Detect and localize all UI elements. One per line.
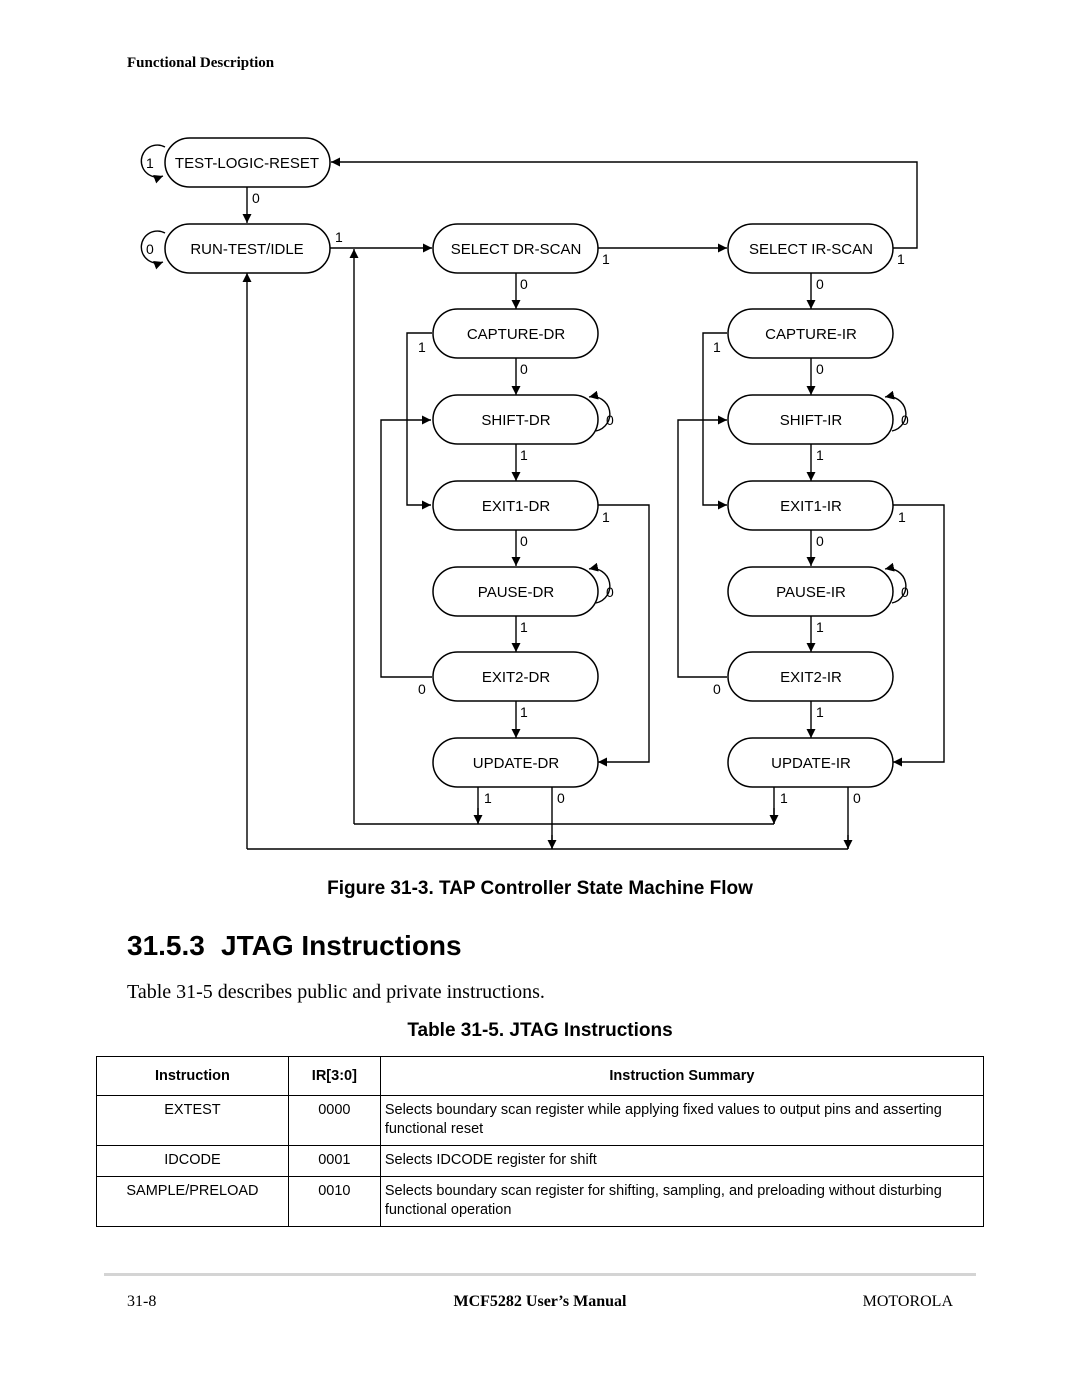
label-update-dr: UPDATE-DR (472, 755, 560, 772)
footer-page-number: 31-8 (127, 1293, 157, 1310)
label-test-logic-reset: TEST-LOGIC-RESET (174, 155, 320, 172)
column-header-ir: IR[3:0] (288, 1057, 380, 1096)
label-run-test-idle: RUN-TEST/IDLE (190, 241, 304, 258)
column-header-summary: Instruction Summary (380, 1057, 983, 1096)
bit-label: 0 (853, 790, 861, 806)
label-update-ir: UPDATE-IR (771, 755, 851, 772)
bit-label: 1 (520, 447, 528, 463)
running-header: Functional Description (127, 55, 275, 71)
label-capture-dr: CAPTURE-DR (466, 326, 566, 343)
label-shift-ir: SHIFT-IR (779, 412, 843, 429)
bit-label: 1 (816, 619, 824, 635)
cell-summary: Selects boundary scan register while applying fixed values to output pins and asserting functional reset (380, 1096, 983, 1146)
tap-state-diagram (0, 120, 1080, 860)
section-title: JTAG Instructions (221, 930, 462, 961)
bit-label: 0 (520, 361, 528, 377)
bit-label: 1 (713, 339, 721, 355)
bit-label: 0 (816, 533, 824, 549)
label-exit2-dr: EXIT2-DR (481, 669, 551, 686)
label-select-dr-scan: SELECT DR-SCAN (450, 241, 582, 258)
bit-label: 1 (898, 509, 906, 525)
bit-label: 1 (780, 790, 788, 806)
table-row (97, 1146, 984, 1177)
bit-label: 1 (602, 509, 610, 525)
table-caption: Table 31-5. JTAG Instructions (407, 1020, 673, 1041)
label-exit1-ir: EXIT1-IR (780, 498, 842, 515)
bit-label: 1 (146, 155, 154, 171)
label-exit1-dr: EXIT1-DR (481, 498, 551, 515)
bit-label: 0 (901, 584, 909, 600)
label-exit2-ir: EXIT2-IR (780, 669, 842, 686)
bit-label: 1 (897, 251, 905, 267)
bit-label: 1 (520, 619, 528, 635)
bit-label: 0 (557, 790, 565, 806)
bit-label: 1 (520, 704, 528, 720)
bit-label: 1 (602, 251, 610, 267)
cell-summary: Selects boundary scan register for shifting, sampling, and preloading without disturbing functional operation (380, 1177, 983, 1227)
bit-label: 0 (816, 361, 824, 377)
bit-label: 0 (816, 276, 824, 292)
bit-label: 1 (418, 339, 426, 355)
table-header-row (97, 1057, 984, 1096)
bit-label: 0 (901, 412, 909, 428)
body-paragraph: Table 31-5 describes public and private instructions. (127, 981, 545, 1003)
figure-caption: Figure 31-3. TAP Controller State Machine Flow (327, 878, 753, 899)
bit-label: 0 (520, 276, 528, 292)
cell-ir: 0000 (288, 1096, 380, 1146)
jtag-instructions-table (96, 1056, 984, 1227)
bit-label: 0 (713, 681, 721, 697)
bit-label: 0 (520, 533, 528, 549)
cell-summary: Selects IDCODE register for shift (380, 1146, 983, 1177)
cell-ir: 0010 (288, 1177, 380, 1227)
bit-label: 1 (335, 229, 343, 245)
label-select-ir-scan: SELECT IR-SCAN (749, 241, 873, 258)
footer-divider (104, 1273, 976, 1276)
label-capture-ir: CAPTURE-IR (765, 326, 857, 343)
cell-ir: 0001 (288, 1146, 380, 1177)
footer-company: MOTOROLA (862, 1293, 953, 1310)
cell-instruction: SAMPLE/PRELOAD (97, 1177, 289, 1227)
bit-label: 1 (484, 790, 492, 806)
section-heading (127, 930, 462, 962)
cell-instruction: EXTEST (97, 1096, 289, 1146)
section-number: 31.5.3 (127, 930, 205, 961)
bit-label: 0 (418, 681, 426, 697)
bit-label: 1 (816, 447, 824, 463)
column-header-instruction: Instruction (97, 1057, 289, 1096)
bit-label: 0 (146, 241, 154, 257)
label-pause-ir: PAUSE-IR (776, 584, 846, 601)
table-row (97, 1096, 984, 1146)
label-shift-dr: SHIFT-DR (481, 412, 551, 429)
bit-label: 0 (606, 584, 614, 600)
label-pause-dr: PAUSE-DR (477, 584, 555, 601)
bit-label: 1 (816, 704, 824, 720)
bit-label: 0 (606, 412, 614, 428)
table-row (97, 1177, 984, 1227)
bit-label: 0 (252, 190, 260, 206)
footer-manual-title: MCF5282 User’s Manual (453, 1293, 627, 1310)
cell-instruction: IDCODE (97, 1146, 289, 1177)
